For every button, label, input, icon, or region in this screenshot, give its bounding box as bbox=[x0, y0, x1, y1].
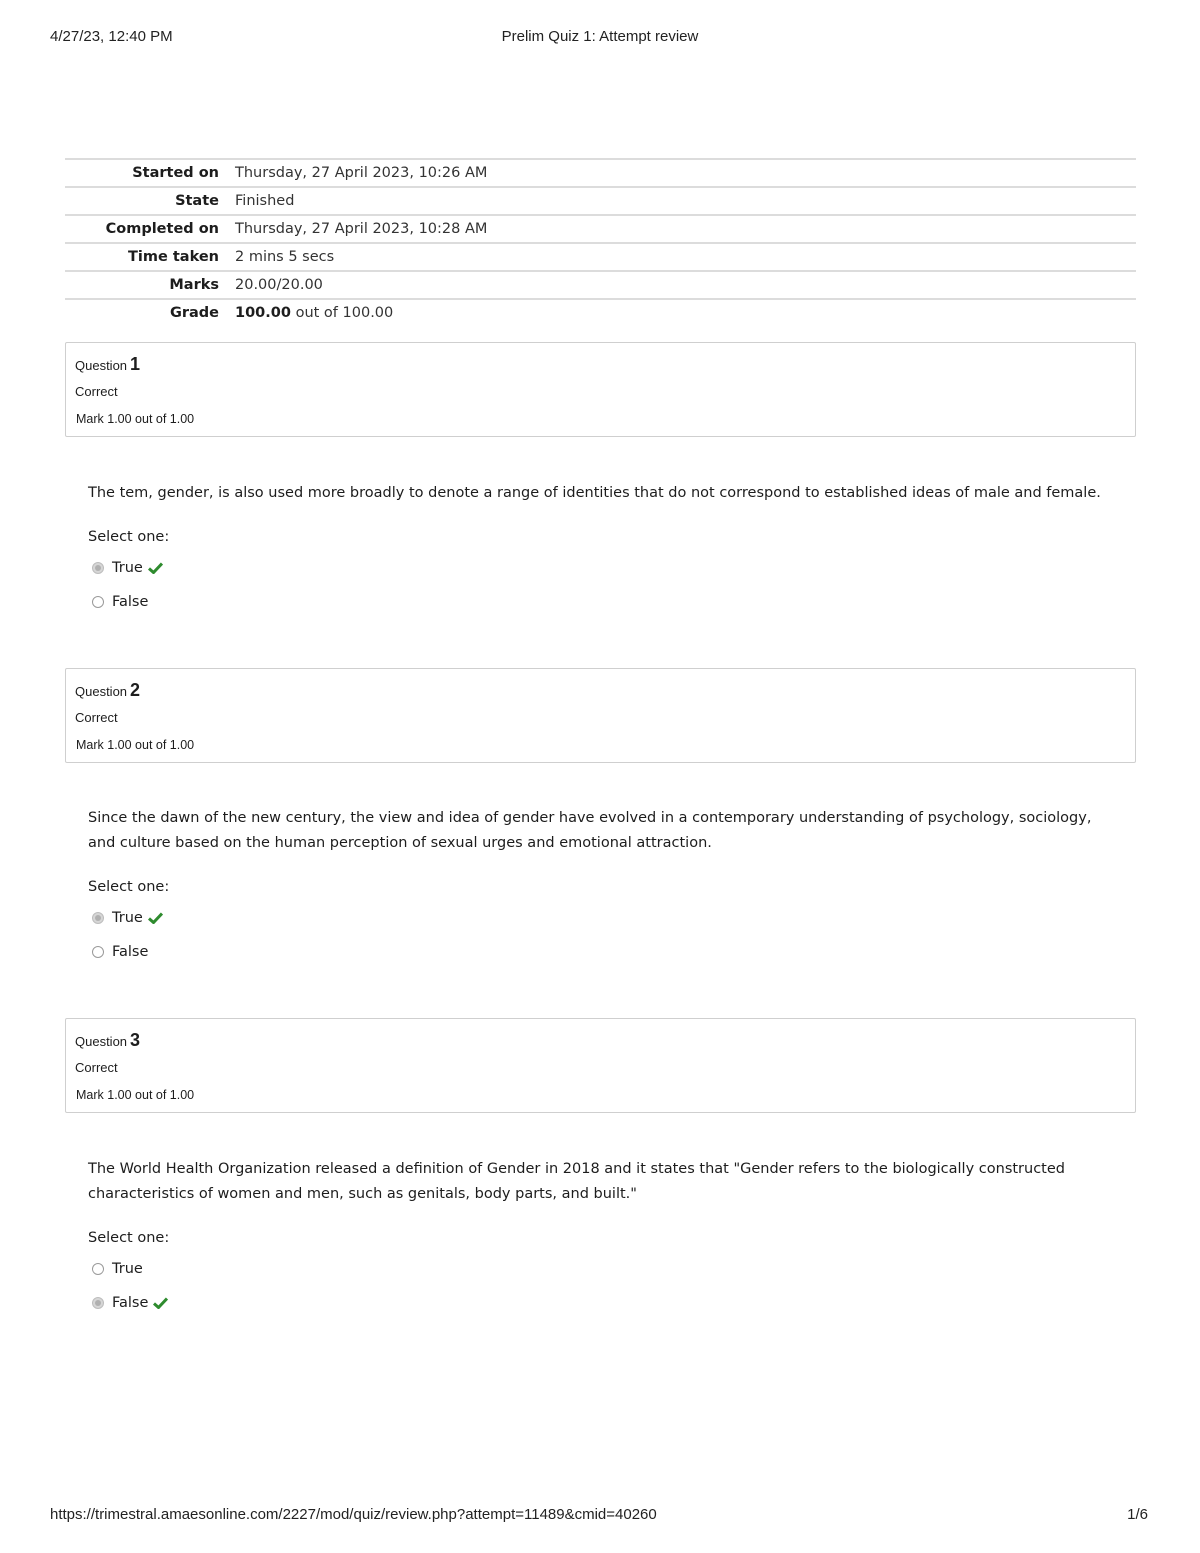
question-number bbox=[75, 354, 140, 375]
option-label: False bbox=[112, 944, 149, 960]
question-label: Question bbox=[75, 684, 128, 699]
question-text: The World Health Organization released a definition of Gender in 2018 and it states that "Gender refers to the biologically constructed characteristics of women and men, such as genitals, body parts, and built." bbox=[88, 1161, 1065, 1202]
answer-option-false[interactable] bbox=[88, 1286, 1118, 1320]
answer-option-true[interactable] bbox=[88, 901, 1118, 935]
answer-option-true[interactable] bbox=[88, 551, 1118, 585]
question-content-3 bbox=[88, 1157, 1118, 1320]
summary-value: Finished bbox=[235, 193, 295, 209]
question-content-1 bbox=[88, 481, 1118, 619]
question-number bbox=[75, 680, 140, 701]
option-label: True bbox=[112, 1261, 143, 1277]
summary-value bbox=[235, 299, 1136, 326]
summary-label: Marks bbox=[169, 277, 219, 293]
question-label: Question bbox=[75, 358, 128, 373]
radio-button-selected[interactable] bbox=[92, 1297, 104, 1309]
question-state: Correct bbox=[75, 1060, 118, 1075]
radio-button[interactable] bbox=[92, 1263, 104, 1275]
correct-check-icon bbox=[148, 912, 163, 924]
summary-label: Started on bbox=[132, 165, 219, 181]
grade-score: 100.00 bbox=[235, 305, 291, 321]
question-info-3 bbox=[65, 1018, 1136, 1113]
print-title: Prelim Quiz 1: Attempt review bbox=[501, 28, 699, 45]
radio-button-selected[interactable] bbox=[92, 562, 104, 574]
summary-value: 2 mins 5 secs bbox=[235, 249, 335, 265]
question-text: Since the dawn of the new century, the view and idea of gender have evolved in a contemporary understanding of psychology, sociology, and culture based on the human perception of sexual urges and emotional attraction. bbox=[88, 810, 1092, 851]
page-number: 1/6 bbox=[1127, 1506, 1148, 1523]
answer-options bbox=[88, 901, 1118, 969]
question-number-value: 1 bbox=[130, 354, 141, 374]
radio-button[interactable] bbox=[92, 946, 104, 958]
answer-option-true[interactable] bbox=[88, 1252, 1118, 1286]
question-label: Question bbox=[75, 1034, 128, 1049]
option-label: False bbox=[112, 1295, 149, 1311]
question-mark: Mark 1.00 out of 1.00 bbox=[76, 412, 195, 426]
option-label: True bbox=[112, 560, 143, 576]
question-number-value: 2 bbox=[130, 680, 141, 700]
correct-check-icon bbox=[148, 562, 163, 574]
select-one-prompt: Select one: bbox=[88, 529, 170, 545]
summary-row-time-taken bbox=[65, 243, 1136, 271]
print-footer bbox=[50, 1506, 1148, 1526]
answer-options bbox=[88, 551, 1118, 619]
attempt-summary-table bbox=[65, 158, 1136, 326]
question-number bbox=[75, 1030, 140, 1051]
print-header bbox=[50, 28, 1150, 50]
question-state: Correct bbox=[75, 384, 118, 399]
summary-row-started bbox=[65, 159, 1136, 187]
summary-row-completed bbox=[65, 215, 1136, 243]
radio-button-selected[interactable] bbox=[92, 912, 104, 924]
answer-option-false[interactable] bbox=[88, 585, 1118, 619]
question-info-1 bbox=[65, 342, 1136, 437]
question-info-2 bbox=[65, 668, 1136, 763]
question-mark: Mark 1.00 out of 1.00 bbox=[76, 738, 195, 752]
question-content-2 bbox=[88, 806, 1118, 969]
summary-row-marks bbox=[65, 271, 1136, 299]
question-mark: Mark 1.00 out of 1.00 bbox=[76, 1088, 195, 1102]
summary-label: Completed on bbox=[105, 221, 219, 237]
answer-option-false[interactable] bbox=[88, 935, 1118, 969]
page-url: https://trimestral.amaesonline.com/2227/mod/quiz/review.php?attempt=11489&cmid=40260 bbox=[50, 1506, 657, 1523]
print-datetime: 4/27/23, 12:40 PM bbox=[50, 28, 173, 45]
summary-row-state bbox=[65, 187, 1136, 215]
grade-out-of: out of 100.00 bbox=[290, 305, 394, 321]
option-label: False bbox=[112, 594, 149, 610]
summary-value: Thursday, 27 April 2023, 10:26 AM bbox=[235, 165, 488, 181]
summary-label: Time taken bbox=[128, 249, 219, 265]
correct-check-icon bbox=[153, 1297, 168, 1309]
select-one-prompt: Select one: bbox=[88, 879, 170, 895]
radio-button[interactable] bbox=[92, 596, 104, 608]
summary-label: Grade bbox=[169, 305, 219, 321]
question-number-value: 3 bbox=[130, 1030, 141, 1050]
summary-label: State bbox=[175, 193, 219, 209]
option-label: True bbox=[112, 910, 143, 926]
select-one-prompt: Select one: bbox=[88, 1230, 170, 1246]
summary-value: Thursday, 27 April 2023, 10:28 AM bbox=[235, 221, 488, 237]
question-text: The tem, gender, is also used more broadly to denote a range of identities that do not correspond to established ideas of male and female. bbox=[88, 485, 1101, 501]
summary-value: 20.00/20.00 bbox=[235, 277, 323, 293]
answer-options bbox=[88, 1252, 1118, 1320]
summary-row-grade bbox=[65, 299, 1136, 326]
question-state: Correct bbox=[75, 710, 118, 725]
